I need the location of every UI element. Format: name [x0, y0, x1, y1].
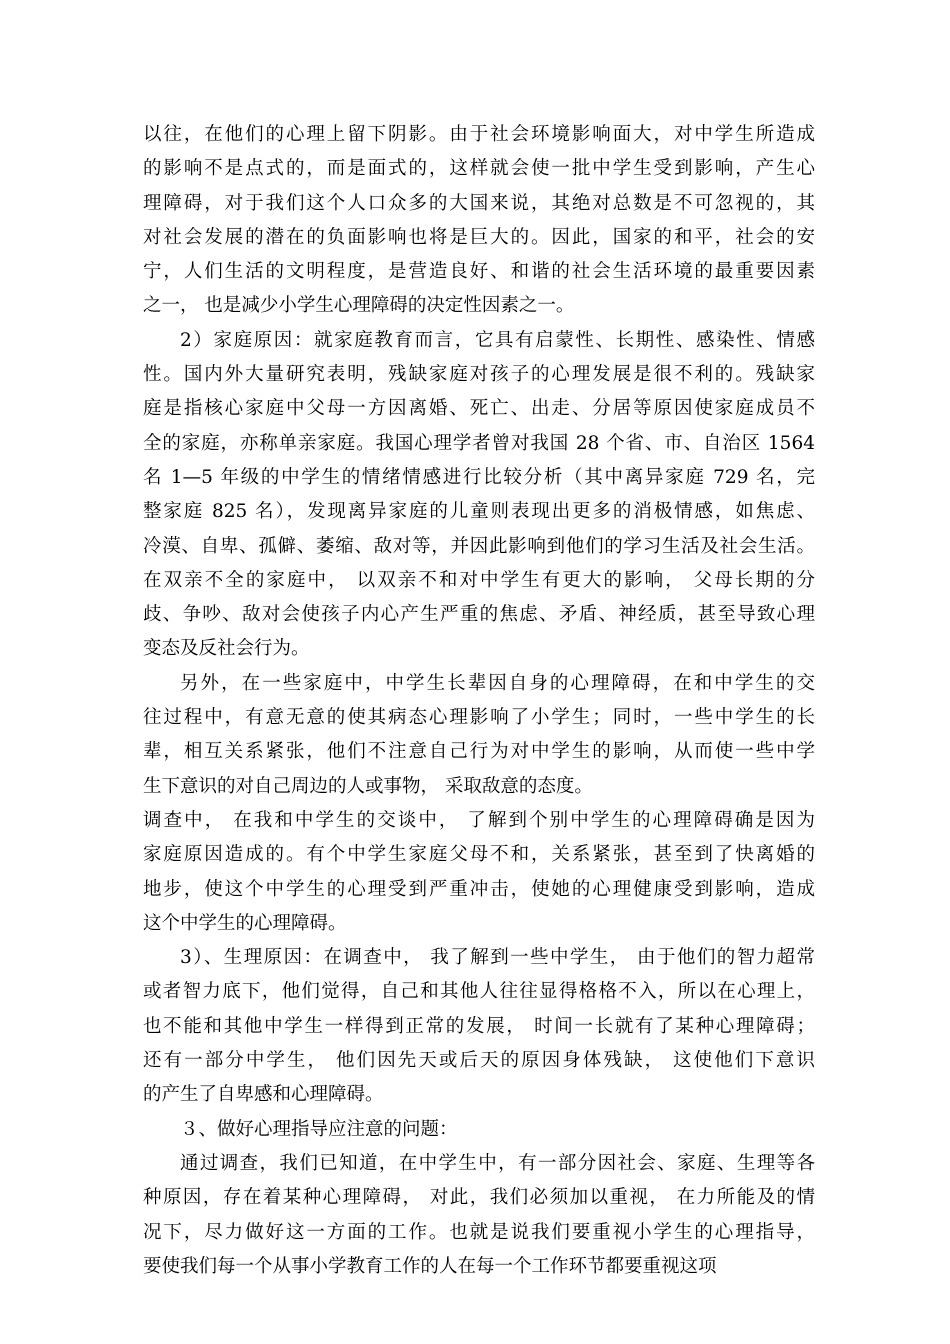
text-line: 名 1—5 年级的中学生的情绪情感进行比较分析（其中离异家庭 729 名，完 [143, 466, 815, 488]
text-line: 理障碍，对于我们这个人口众多的大国来说，其绝对总数是不可忽视的，其 [143, 192, 815, 214]
text-line: 变态及反社会行为。 [143, 638, 310, 660]
text-line: 的影响不是点式的，而是面式的，这样就会使一批中学生受到影响，产生心 [143, 158, 815, 180]
text-line: 家庭原因造成的。有个中学生家庭父母不和，关系紧张，甚至到了快离婚的 [143, 844, 815, 866]
text-line: 或者智力底下，他们觉得，自己和其他人往往显得格格不入，所以在心理上， [143, 981, 815, 1003]
text-line: 生下意识的对自己周边的人或事物， 采取敌意的态度。 [143, 775, 593, 797]
text-line: 的产生了自卑感和心理障碍。 [143, 1084, 384, 1106]
paragraph-start-line: 2）家庭原因：就家庭教育而言，它具有启蒙性、长期性、感染性、情感 [180, 329, 815, 351]
text-line: 整家庭 825 名），发现离异家庭的儿童则表现出更多的消极情感，如焦虑、 [143, 501, 815, 523]
text-line: 对社会发展的潜在的负面影响也将是巨大的。因此，国家的和平，社会的安 [143, 226, 815, 248]
text-line: 种原因，存在着某种心理障碍， 对此，我们必须加以重视， 在力所能及的情 [143, 1187, 815, 1209]
text-line: 地步，使这个中学生的心理受到严重冲击，使她的心理健康受到影响，造成 [143, 878, 815, 900]
paragraph-start-line: 另外，在一些家庭中，中学生长辈因自身的心理障碍，在和中学生的交 [180, 672, 815, 694]
text-line: 往过程中，有意无意的使其病态心理影响了小学生；同时，一些中学生的长 [143, 707, 815, 729]
text-line: 还有一部分中学生， 他们因先天或后天的原因身体残缺， 这使他们下意识 [143, 1050, 815, 1072]
text-line: 要使我们每一个从事小学教育工作的人在每一个工作环节都要重视这项 [143, 1255, 717, 1277]
text-line: 之一， 也是减少小学生心理障碍的决定性因素之一。 [143, 295, 575, 317]
paragraph-start-line: 3）、生理原因：在调查中， 我了解到一些中学生， 由于他们的智力超常 [180, 947, 815, 969]
text-line: 况下，尽力做好这一方面的工作。也就是说我们要重视小学生的心理指导， [143, 1221, 815, 1243]
text-line: 全的家庭，亦称单亲家庭。我国心理学者曾对我国 28 个省、市、自治区 1564 [143, 432, 815, 454]
text-line: 以往，在他们的心理上留下阴影。由于社会环境影响面大，对中学生所造成 [143, 124, 815, 145]
text-line: 庭是指核心家庭中父母一方因离婚、死亡、出走、分居等原因使家庭成员不 [143, 398, 815, 420]
text-line: 歧、争吵、敌对会使孩子内心产生严重的焦虑、矛盾、神经质，甚至导致心理 [143, 604, 815, 626]
text-line: 冷漠、自卑、孤僻、萎缩、敌对等，并因此影响到他们的学习生活及社会生活。 [143, 535, 815, 557]
text-line: 在双亲不全的家庭中， 以双亲不和对中学生有更大的影响， 父母长期的分 [143, 569, 815, 591]
document-body [143, 118, 815, 1284]
paragraph-start-line: 调查中， 在我和中学生的交谈中， 了解到个别中学生的心理障碍确是因为 [143, 809, 815, 831]
text-line: 辈，相互关系紧张，他们不注意自己行为对中学生的影响，从而使一些中学 [143, 741, 815, 763]
text-line: 这个中学生的心理障碍。 [143, 912, 347, 934]
paragraph-start-line: 通过调查，我们已知道，在中学生中，有一部分因社会、家庭、生理等各 [180, 1152, 815, 1174]
text-line: 宁，人们生活的文明程度，是营造良好、和谐的社会生活环境的最重要因素 [143, 261, 815, 283]
section-heading: ３、做好心理指导应注意的问题： [180, 1118, 458, 1140]
text-line: 也不能和其他中学生一样得到正常的发展， 时间一长就有了某种心理障碍； [143, 1015, 815, 1037]
text-line: 性。国内外大量研究表明，残缺家庭对孩子的心理发展是很不利的。残缺家 [143, 364, 815, 386]
